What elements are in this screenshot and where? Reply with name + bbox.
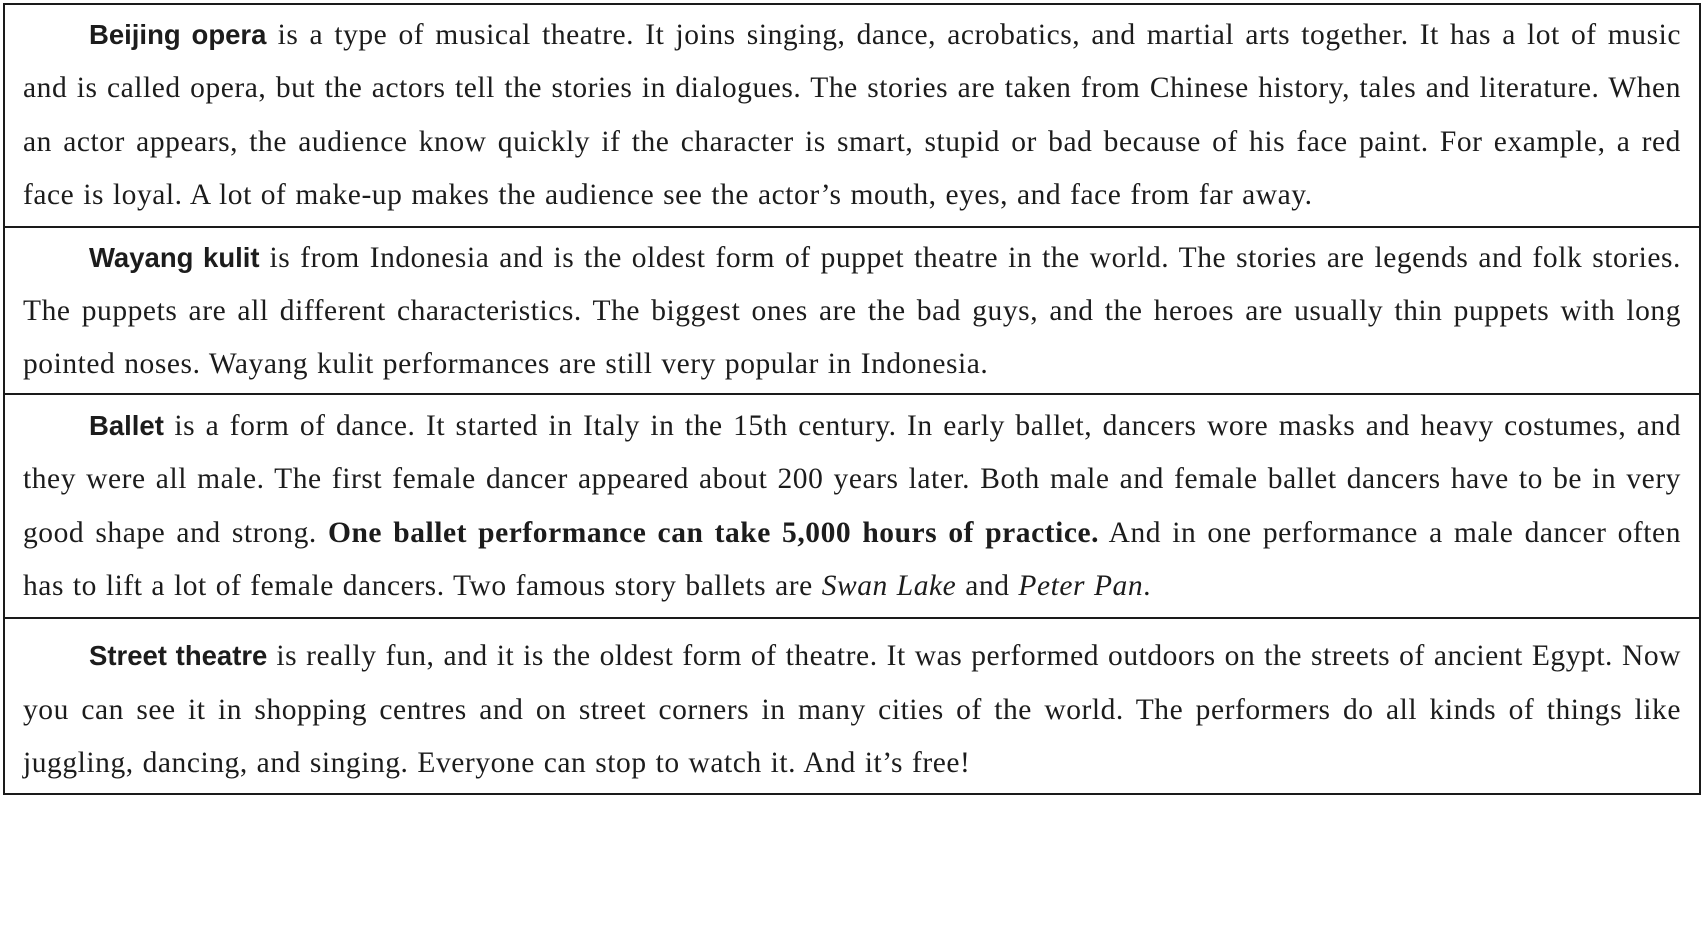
text-ballet-part-2: And in one performance a male dancer often has to lift a lot of female dancers. Two famous story ballets are xyxy=(23,516,1681,603)
paragraph-street-theatre xyxy=(23,629,1681,790)
section-beijing-opera xyxy=(5,5,1699,226)
text-wayang-kulit: is from Indonesia and is the oldest form of puppet theatre in the world. The stories are legends and folk stories. The puppets are all different characteristics. The biggest ones are the bad guys, and the heroes are usually thin puppets with long pointed noses. Wayang kulit performances are still very popular in Indonesia. xyxy=(23,241,1681,381)
text-street-theatre: is really fun, and it is the oldest form of theatre. It was performed outdoors on the streets of ancient Egypt. Now you can see it in shopping centres and on street corners in many cities of the world. The performers do all kinds of things like juggling, dancing, and singing. Everyone can stop to watch it. And it’s free! xyxy=(23,640,1681,780)
text-ballet-part-1: is a form of dance. It started in Italy in the 15th century. In early ballet, dancers wore masks and heavy costumes, and they were all male. The first female dancer appeared about 200 years later. Both male and female ballet dancers have to be in very good shape and strong. xyxy=(23,409,1681,549)
term-street-theatre: Street theatre xyxy=(89,640,268,672)
paragraph-beijing-opera xyxy=(23,8,1681,223)
section-street-theatre xyxy=(5,617,1699,792)
text-beijing-opera: is a type of musical theatre. It joins singing, dance, acrobatics, and martial arts together. It has a lot of music and is called opera, but the actors tell the stories in dialogues. The stories are taken from Chinese history, tales and literature. When an actor appears, the audience know quickly if the character is smart, stupid or bad because of his face paint. For example, a red face is loyal. A lot of make-up makes the audience see the actor’s mouth, eyes, and face from far away. xyxy=(23,19,1681,212)
term-ballet: Ballet xyxy=(89,409,164,441)
ballet-title-swan-lake: Swan Lake xyxy=(821,570,957,603)
ballet-title-peter-pan: Peter Pan xyxy=(1018,570,1144,603)
paragraph-wayang-kulit xyxy=(23,231,1681,392)
reading-passage-table xyxy=(3,3,1701,795)
ballet-highlight-sentence: One ballet performance can take 5,000 hours of practice. xyxy=(327,516,1100,549)
term-wayang-kulit: Wayang kulit xyxy=(89,241,260,273)
section-ballet xyxy=(5,393,1699,618)
term-beijing-opera: Beijing opera xyxy=(89,19,267,50)
paragraph-ballet xyxy=(23,399,1681,614)
text-ballet-part-4: . xyxy=(1143,570,1152,603)
text-ballet-part-3: and xyxy=(956,570,1019,603)
section-wayang-kulit xyxy=(5,226,1699,393)
